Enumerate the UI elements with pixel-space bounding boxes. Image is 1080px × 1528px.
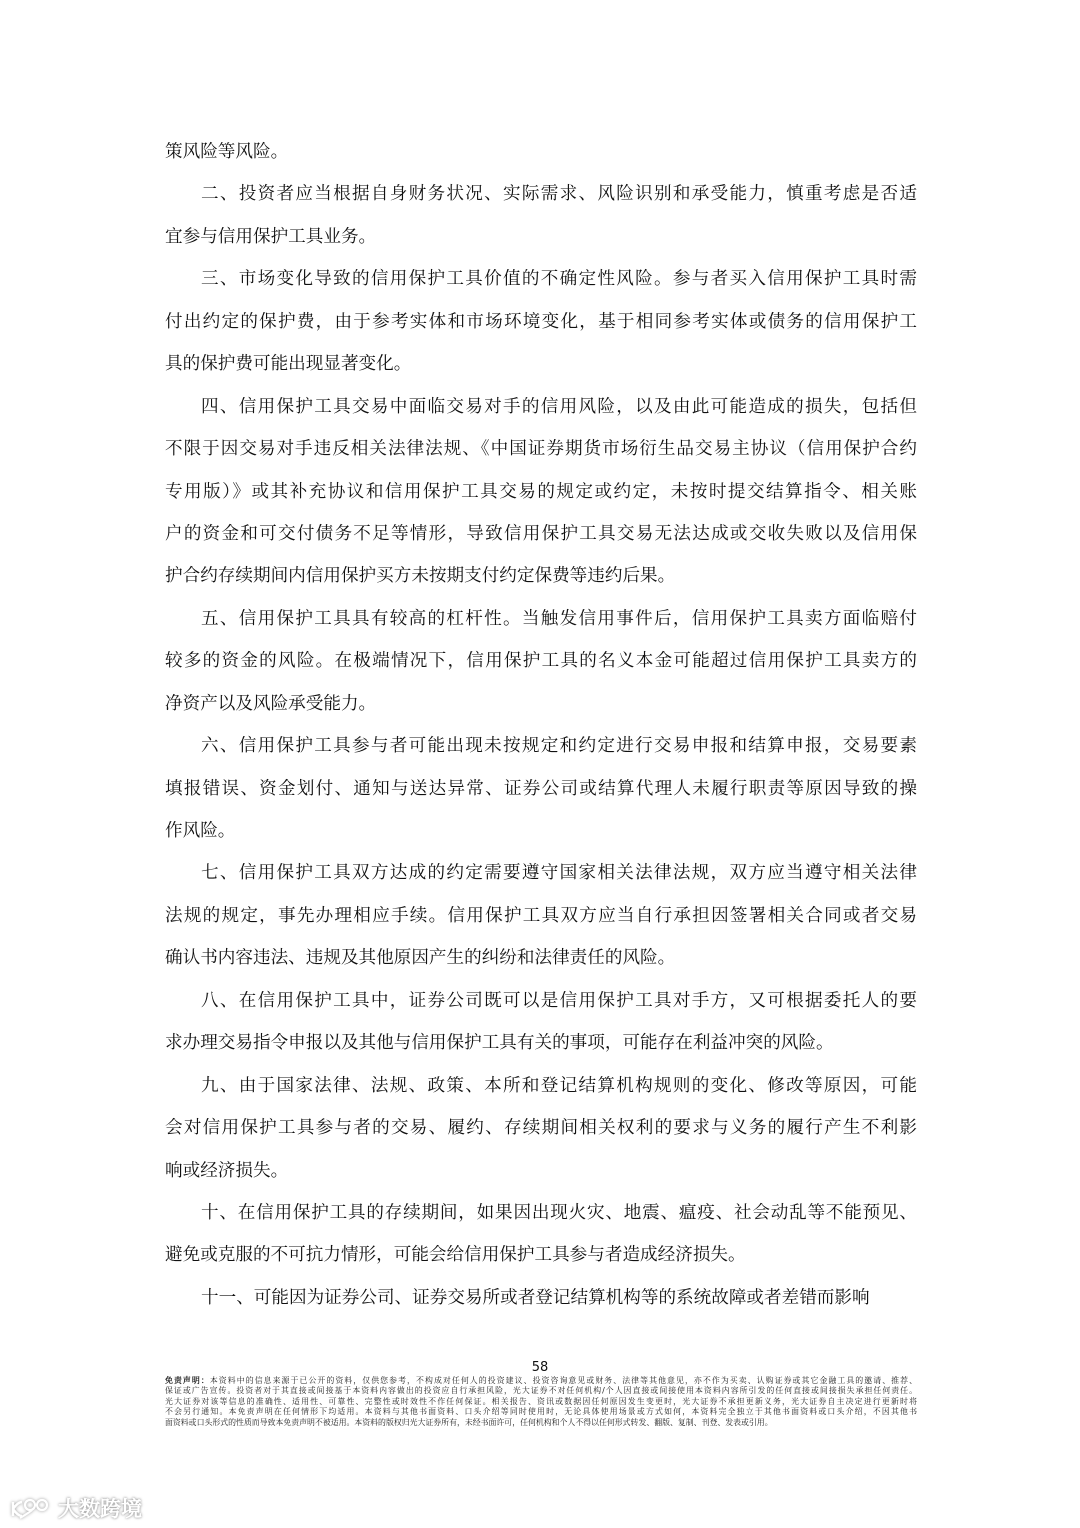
text-line: 填报错误、资金划付、通知与送达异常、证券公司或结算代理人未履行职责等原因导致的操 bbox=[165, 778, 917, 799]
disclaimer-text: 不会另行通知。本免责声明在任何情形下均适用。本资料与其他书面资料、口头介绍等同时使用时，无论具体使用场景或方式如何，本资料完全独立于其他书面资料或口头介绍，不因其他书 bbox=[165, 1407, 917, 1417]
text-line: 求办理交易指令申报以及其他与信用保护工具有关的事项，可能存在利益冲突的风险。 bbox=[165, 1033, 834, 1054]
page-number: 58 bbox=[531, 1360, 549, 1375]
text-line: 较多的资金的风险。在极端情况下，信用保护工具的名义本金可能超过信用保护工具卖方的 bbox=[165, 651, 917, 672]
disclaimer-text: 面资料或口头形式的性质而导致本免责声明不被适用。本资料的版权归光大证券所有，未经书面许可，任何机构和个人不得以任何形式转发、翻版、复制、刊登、发表或引用。 bbox=[165, 1417, 773, 1427]
text-line: 策风险等风险。 bbox=[165, 142, 289, 162]
text-line: 护合约存续期间内信用保护买方未按期支付约定保费等违约后果。 bbox=[165, 566, 676, 587]
paragraph bbox=[165, 1073, 917, 1200]
paragraph bbox=[165, 266, 917, 393]
text-line: 专用版）》或其补充协议和信用保护工具交易的规定或约定，未按时提交结算指令、相关账 bbox=[165, 481, 917, 502]
text-line: 法规的规定，事先办理相应手续。信用保护工具双方应当自行承担因签署相关合同或者交易 bbox=[165, 905, 917, 926]
disclaimer-line bbox=[165, 1397, 917, 1407]
text-line: 二、投资者应当根据自身财务状况、实际需求、风险识别和承受能力，慎重考虑是否适 bbox=[201, 184, 917, 205]
paragraph bbox=[165, 1200, 917, 1285]
text-line: 具的保护费可能出现显著变化。 bbox=[165, 354, 412, 375]
disclaimer-line bbox=[165, 1418, 917, 1428]
paragraph bbox=[165, 860, 917, 987]
text-line: 不限于因交易对手违反相关法律法规、《中国证券期货市场衍生品交易主协议（信用保护合约 bbox=[165, 439, 917, 460]
paragraph bbox=[165, 1285, 917, 1327]
disclaimer-text: 保证或广告宣传。投资者对于其直接或间接基于本资料内容做出的投资应自行承担风险，光大证券不对任何机构/个人因直接或间接使用本资料内容所引发的任何直接或间接损失承担任何责任。 bbox=[165, 1386, 917, 1396]
text-line: 八、在信用保护工具中，证券公司既可以是信用保护工具对手方，又可根据委托人的要 bbox=[201, 990, 917, 1011]
disclaimer-text: 本资料中的信息来源于已公开的资料，仅供您参考，不构成对任何人的投资建议、投资咨询意见或财务、法律等其他意见，亦不作为买卖、认购证券或其它金融工具的邀请、推荐、 bbox=[209, 1376, 917, 1385]
disclaimer-label: 免责声明： bbox=[165, 1376, 210, 1385]
disclaimer-text: 光大证券对该等信息的准确性、适用性、可靠性、完整性或时效性不作任何保证。相关报告、资讯或数据因任何原因发生变更时，光大证券不承担更新义务，光大证券自主决定进行更新时将 bbox=[165, 1396, 917, 1406]
watermark bbox=[10, 1493, 142, 1523]
disclaimer-line bbox=[165, 1407, 917, 1417]
text-line: 避免或克服的不可抗力情形，可能会给信用保护工具参与者造成经济损失。 bbox=[165, 1245, 746, 1266]
text-line: 四、信用保护工具交易中面临交易对手的信用风险，以及由此可能造成的损失，包括但 bbox=[201, 396, 917, 417]
paragraph bbox=[165, 988, 917, 1073]
disclaimer-line bbox=[165, 1386, 917, 1396]
disclaimer bbox=[165, 1376, 917, 1428]
document-body bbox=[165, 139, 917, 1327]
text-line: 宜参与信用保护工具业务。 bbox=[165, 226, 377, 247]
text-line: 九、由于国家法律、法规、政策、本所和登记结算机构规则的变化、修改等原因，可能 bbox=[201, 1075, 917, 1096]
text-line: 会对信用保护工具参与者的交易、履约、存续期间相关权利的要求与义务的履行产生不利影 bbox=[165, 1118, 917, 1139]
watermark-text: 大数跨境 bbox=[58, 1497, 142, 1521]
text-line: 付出约定的保护费，由于参考实体和市场环境变化，基于相同参考实体或债务的信用保护工 bbox=[165, 311, 917, 332]
text-line: 三、市场变化导致的信用保护工具价值的不确定性风险。参与者买入信用保护工具时需 bbox=[201, 269, 917, 290]
disclaimer-line bbox=[165, 1376, 917, 1386]
text-line: 七、信用保护工具双方达成的约定需要遵守国家相关法律法规，双方应当遵守相关法律 bbox=[201, 863, 917, 884]
paragraph bbox=[165, 606, 917, 733]
paragraph bbox=[165, 733, 917, 860]
paragraph bbox=[165, 394, 917, 606]
text-line: 六、信用保护工具参与者可能出现未按规定和约定进行交易申报和结算申报，交易要素 bbox=[201, 736, 917, 757]
text-line: 户的资金和可交付债务不足等情形，导致信用保护工具交易无法达成或交收失败以及信用保 bbox=[165, 523, 917, 544]
logo-icon bbox=[10, 1496, 52, 1520]
text-line: 净资产以及风险承受能力。 bbox=[165, 693, 377, 714]
text-line: 确认书内容违法、违规及其他原因产生的纠纷和法律责任的风险。 bbox=[165, 948, 676, 969]
paragraph bbox=[165, 181, 917, 266]
text-line: 作风险。 bbox=[165, 821, 236, 841]
text-line: 五、信用保护工具具有较高的杠杆性。当触发信用事件后，信用保护工具卖方面临赔付 bbox=[201, 608, 917, 629]
text-line: 十一、可能因为证券公司、证券交易所或者登记结算机构等的系统故障或者差错而影响 bbox=[201, 1287, 870, 1308]
text-line: 响或经济损失。 bbox=[165, 1160, 289, 1181]
text-line: 十、在信用保护工具的存续期间，如果因出现火灾、地震、瘟疫、社会动乱等不能预见、 bbox=[201, 1202, 917, 1223]
paragraph bbox=[165, 139, 917, 181]
